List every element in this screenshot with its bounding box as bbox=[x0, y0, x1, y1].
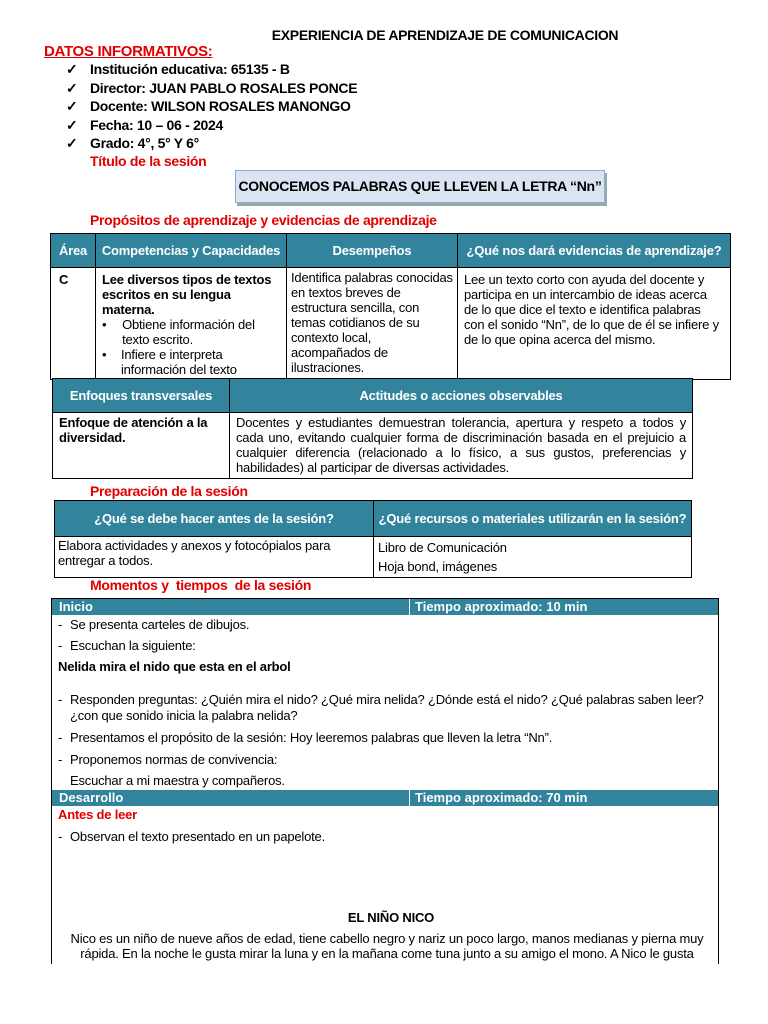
inicio-label: Inicio bbox=[59, 599, 93, 614]
actitud-cell: Docentes y estudiantes demuestran tolerancia, apertura y respeto a todos y cada uno, evitando cualquier forma de discriminación basada en el prejuicio a cualquier diferencia (relacionado a lo físico, a sus gustos, preferencias y habilidades) al participar de diversas actividades. bbox=[230, 413, 693, 479]
capacidad-item: • Obtiene información del texto escrito. bbox=[102, 317, 255, 347]
competencia-text: Lee diversos tipos de textos escritos en su lengua materna. bbox=[102, 272, 272, 317]
check-icon: ✓ bbox=[66, 116, 78, 133]
header-competencias: Competencias y Capacidades bbox=[96, 234, 287, 268]
recurso-item: Hoja bond, imágenes bbox=[378, 559, 498, 574]
desempeno-cell: Identifica palabras conocidas en textos breves de estructura sencilla, con temas cotidianos de su contexto local, acompañados de ilustraciones. bbox=[287, 268, 458, 380]
inicio-item: - Proponemos normas de convivencia: bbox=[58, 752, 278, 767]
datos-item: ✓ Institución educativa: 65135 - B bbox=[66, 61, 290, 77]
inicio-norma: Escuchar a mi maestra y compañeros. bbox=[70, 773, 285, 788]
antes-cell: Elabora actividades y anexos y fotocópialos para entregar a todos. bbox=[55, 537, 374, 578]
inicio-tiempo: Tiempo aproximado: 10 min bbox=[415, 599, 588, 614]
desarrollo-tiempo: Tiempo aproximado: 70 min bbox=[415, 790, 588, 805]
check-icon: ✓ bbox=[66, 61, 78, 77]
header-area: Área bbox=[51, 234, 96, 268]
momentos-label: Momentos y tiempos de la sesión bbox=[90, 577, 312, 593]
datos-item: ✓ Docente: WILSON ROSALES MANONGO bbox=[66, 98, 351, 114]
header-evidencias: ¿Qué nos dará evidencias de aprendizaje? bbox=[458, 234, 731, 268]
inicio-item: - Presentamos el propósito de la sesión: Hoy leeremos palabras que lleven la letra “Nn”. bbox=[58, 730, 553, 745]
propositos-label: Propósitos de aprendizaje y evidencias de aprendizaje bbox=[90, 212, 437, 228]
enfoques-table bbox=[52, 378, 693, 479]
antes-de-leer-label: Antes de leer bbox=[58, 807, 138, 822]
datos-list bbox=[66, 60, 357, 153]
inicio-item: - Se presenta carteles de dibujos. bbox=[58, 617, 250, 632]
header-enfoques: Enfoques transversales bbox=[53, 379, 230, 413]
inicio-item: - Responden preguntas: ¿Quién mira el nido? ¿Qué mira nelida? ¿Dónde está el nido? ¿Qué palabras saben leer? ¿con que sonido inicia la palabra nelida? bbox=[58, 692, 704, 723]
header-antes: ¿Qué se debe hacer antes de la sesión? bbox=[55, 501, 374, 537]
enfoque-cell: Enfoque de atención a la diversidad. bbox=[53, 413, 230, 479]
datos-heading: DATOS INFORMATIVOS: bbox=[44, 43, 213, 60]
datos-item: ✓ Fecha: 10 – 06 - 2024 bbox=[66, 116, 224, 133]
check-icon: ✓ bbox=[66, 98, 78, 114]
propositos-table bbox=[50, 233, 731, 380]
desarrollo-bar bbox=[52, 790, 718, 806]
inicio-frase: Nelida mira el nido que esta en el arbol bbox=[58, 659, 291, 674]
area-cell: C bbox=[51, 268, 96, 380]
preparacion-label: Preparación de la sesión bbox=[90, 483, 248, 499]
inicio-bar bbox=[52, 599, 718, 615]
story-line: rápida. En la noche le gusta mirar la luna y en la mañana come tuna junto a su amigo el mono. A Nico le gusta bbox=[80, 946, 694, 961]
check-icon: ✓ bbox=[66, 135, 78, 151]
inicio-item: - Escuchan la siguiente: bbox=[58, 638, 196, 653]
datos-item: ✓ Director: JUAN PABLO ROSALES PONCE bbox=[66, 79, 358, 96]
competencia-cell bbox=[96, 268, 287, 380]
document-title: EXPERIENCIA DE APRENDIZAJE DE COMUNICACION bbox=[271, 27, 619, 43]
titulo-label: Título de la sesión bbox=[90, 153, 207, 169]
capacidad-item: • Infiere e interpreta información del texto bbox=[102, 347, 237, 377]
session-title: CONOCEMOS PALABRAS QUE LLEVEN LA LETRA “Nn” bbox=[238, 178, 602, 194]
datos-item: ✓ Grado: 4°, 5° Y 6° bbox=[66, 135, 199, 151]
header-actitudes: Actitudes o acciones observables bbox=[230, 379, 693, 413]
check-icon: ✓ bbox=[66, 79, 78, 96]
recurso-item: Libro de Comunicación bbox=[378, 540, 507, 555]
header-recursos: ¿Qué recursos o materiales utilizarán en la sesión? bbox=[374, 501, 692, 537]
evidencia-cell: Lee un texto corto con ayuda del docente y participa en un intercambio de ideas acerca de lo que dice el texto e identifica palabras con el sonido “Nn”, de lo que de él se infiere y de lo que opina acerca del mismo. bbox=[458, 268, 731, 380]
session-title-box bbox=[235, 170, 605, 203]
story-title: EL NIÑO NICO bbox=[347, 910, 435, 925]
recursos-cell bbox=[374, 537, 692, 578]
header-desempenos: Desempeños bbox=[287, 234, 458, 268]
desarrollo-label: Desarrollo bbox=[59, 790, 124, 805]
preparacion-table bbox=[54, 500, 692, 578]
desarrollo-item: - Observan el texto presentado en un papelote. bbox=[58, 829, 325, 844]
story-line: Nico es un niño de nueve años de edad, tiene cabello negro y nariz un poco largo, manos medianas y pierna muy bbox=[70, 931, 704, 946]
